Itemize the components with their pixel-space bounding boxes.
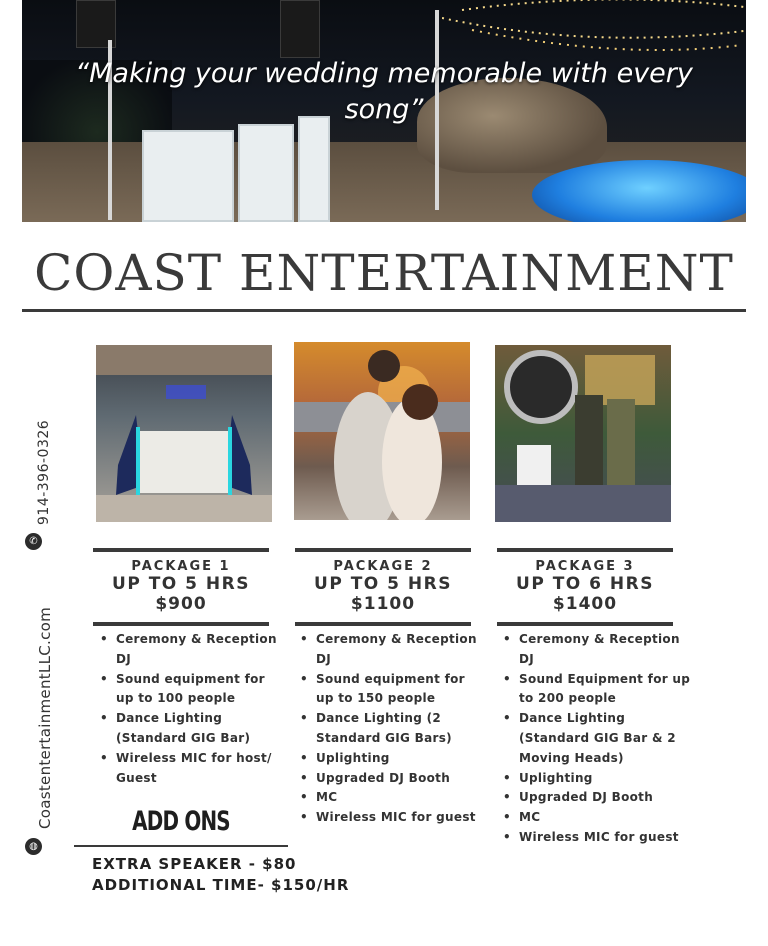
phone-icon: ✆: [25, 533, 42, 550]
feature-item: • Ceremony & Reception DJ: [100, 630, 282, 670]
feature-item: • Sound Equipment for up to 200 people: [503, 670, 693, 710]
brand-divider: [22, 309, 746, 312]
side-phone-block: [22, 419, 52, 555]
package-2-bottom-rule: [295, 622, 471, 626]
package-1-name: PACKAGE 1: [131, 559, 231, 574]
package-1-features: [100, 630, 282, 788]
phone-number[interactable]: 914-396-0326: [36, 419, 52, 525]
package-3-features: [503, 630, 693, 848]
feature-item: • Ceremony & Reception DJ: [503, 630, 693, 670]
package-1-price: $900: [155, 594, 207, 614]
feature-item: • Uplighting: [300, 749, 484, 769]
feature-item: • MC: [300, 788, 484, 808]
brand-title: COAST ENTERTAINMENT: [34, 244, 734, 302]
addons-divider: [74, 845, 288, 847]
hero-photo: [22, 0, 746, 222]
package-2-hours: UP TO 5 HRS: [314, 574, 452, 594]
hero-quote: “Making your wedding memorable with every song”: [75, 58, 693, 125]
package-1-header: [92, 548, 270, 626]
package-3-photo: [495, 345, 671, 522]
addon-item: ADDITIONAL TIME- $150/HR: [92, 876, 350, 894]
side-website-block: [22, 606, 54, 860]
hero-dj-booth-panel: [298, 116, 330, 222]
feature-item: • Dance Lighting (Standard GIG Bar & 2 Moving Heads): [503, 709, 693, 768]
feature-item: • Sound equipment for up to 100 people: [100, 670, 282, 710]
package-1-hours: UP TO 5 HRS: [112, 574, 250, 594]
package-2-name: PACKAGE 2: [333, 559, 433, 574]
addon-item: EXTRA SPEAKER - $80: [92, 855, 297, 873]
feature-item: • Ceremony & Reception DJ: [300, 630, 484, 670]
package-3-hours: UP TO 6 HRS: [516, 574, 654, 594]
package-3-bottom-rule: [497, 622, 673, 626]
website-link[interactable]: CoastentertainmentLLC.com: [36, 606, 54, 829]
hero-dj-booth-panel: [142, 130, 234, 222]
package-3-name: PACKAGE 3: [535, 559, 635, 574]
feature-item: • Sound equipment for up to 150 people: [300, 670, 484, 710]
feature-item: • Dance Lighting (2 Standard GIG Bars): [300, 709, 484, 749]
feature-item: • Wireless MIC for guest: [503, 828, 693, 848]
package-3-top-rule: [497, 548, 673, 552]
package-2-top-rule: [295, 548, 471, 552]
package-2-price: $1100: [350, 594, 416, 614]
feature-item: • Wireless MIC for guest: [300, 808, 484, 828]
hero-string-lights: [442, 0, 746, 60]
addons-title: ADD ONS: [132, 806, 230, 837]
package-3-header: [496, 548, 674, 626]
package-1-bottom-rule: [93, 622, 269, 626]
feature-item: • Upgraded DJ Booth: [503, 788, 693, 808]
feature-item: • MC: [503, 808, 693, 828]
feature-item: • Dance Lighting (Standard GIG Bar): [100, 709, 282, 749]
hero-speaker-right: [280, 0, 320, 58]
package-1-photo: [96, 345, 272, 522]
feature-item: • Upgraded DJ Booth: [300, 769, 484, 789]
package-3-price: $1400: [552, 594, 618, 614]
package-1-top-rule: [93, 548, 269, 552]
globe-icon: ◍: [25, 838, 42, 855]
package-2-header: [294, 548, 472, 626]
package-2-photo: [294, 342, 470, 520]
package-2-features: [300, 630, 484, 828]
feature-item: • Uplighting: [503, 769, 693, 789]
feature-item: • Wireless MIC for host/ Guest: [100, 749, 282, 789]
hero-dj-booth-panel: [238, 124, 294, 222]
